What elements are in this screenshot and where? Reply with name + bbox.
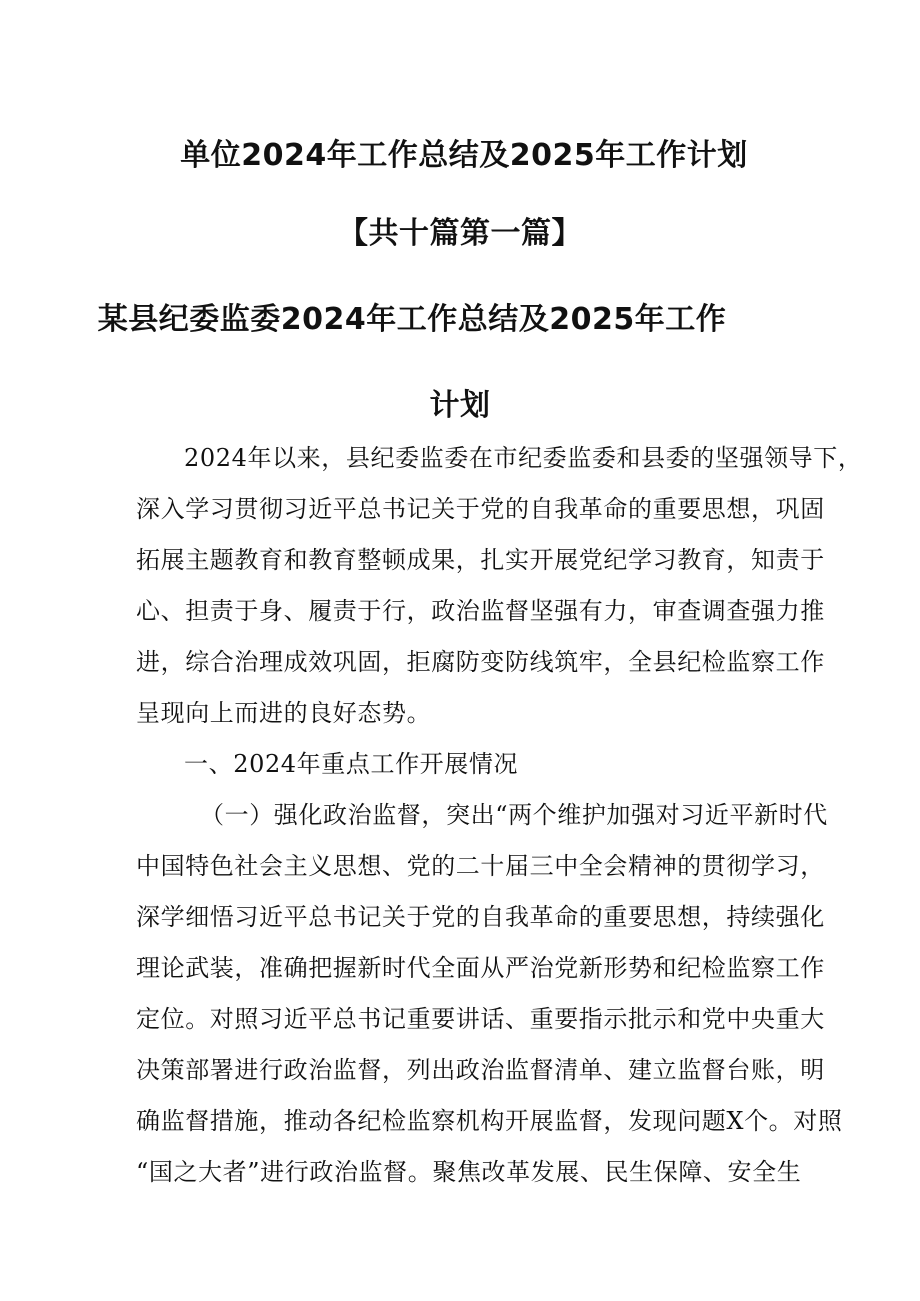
intro-paragraph-line: 呈现向上而进的良好态势。 xyxy=(136,699,432,727)
subsection-paragraph-line: “国之大者”进行政治监督。聚焦改革发展、民生保障、安全生 xyxy=(136,1158,802,1186)
subsection-paragraph-line: 定位。对照习近平总书记重要讲话、重要指示批示和党中央重大 xyxy=(136,1005,825,1033)
intro-paragraph-line: 进，综合治理成效巩固，拒腐防变防线筑牢，全县纪检监察工作 xyxy=(136,648,825,676)
document-subtitle: 某县纪委监委2024年工作总结及2025年工作 xyxy=(97,302,727,337)
intro-paragraph-line: 深入学习贯彻习近平总书记关于党的自我革命的重要思想，巩固 xyxy=(136,495,825,523)
subsection-paragraph-line: （一）强化政治监督，突出“两个维护加强对习近平新时代 xyxy=(200,801,828,829)
document-subtitle-continued: 计划 xyxy=(429,388,491,423)
subsection-paragraph-line: 理论武装，准确把握新时代全面从严治党新形势和纪检监察工作 xyxy=(136,954,825,982)
intro-paragraph-line: 拓展主题教育和教育整顿成果，扎实开展党纪学习教育，知责于 xyxy=(136,546,825,574)
subsection-paragraph-line: 中国特色社会主义思想、党的二十届三中全会精神的贯彻学习， xyxy=(136,852,825,880)
intro-paragraph-line: 2024年以来，县纪委监委在市纪委监委和县委的坚强领导下， xyxy=(184,444,863,472)
subsection-paragraph-line: 决策部署进行政治监督，列出政治监督清单、建立监督台账，明 xyxy=(136,1056,825,1084)
section-heading: 一、2024年重点工作开展情况 xyxy=(184,750,519,778)
intro-paragraph-line: 心、担责于身、履责于行，政治监督坚强有力，审查调查强力推 xyxy=(136,597,825,625)
document-title: 单位2024年工作总结及2025年工作计划 xyxy=(180,138,748,173)
series-label: 【共十篇第一篇】 xyxy=(338,216,582,251)
subsection-paragraph-line: 深学细悟习近平总书记关于党的自我革命的重要思想，持续强化 xyxy=(136,903,825,931)
subsection-paragraph-line: 确监督措施，推动各纪检监察机构开展监督，发现问题X个。对照 xyxy=(136,1107,843,1135)
